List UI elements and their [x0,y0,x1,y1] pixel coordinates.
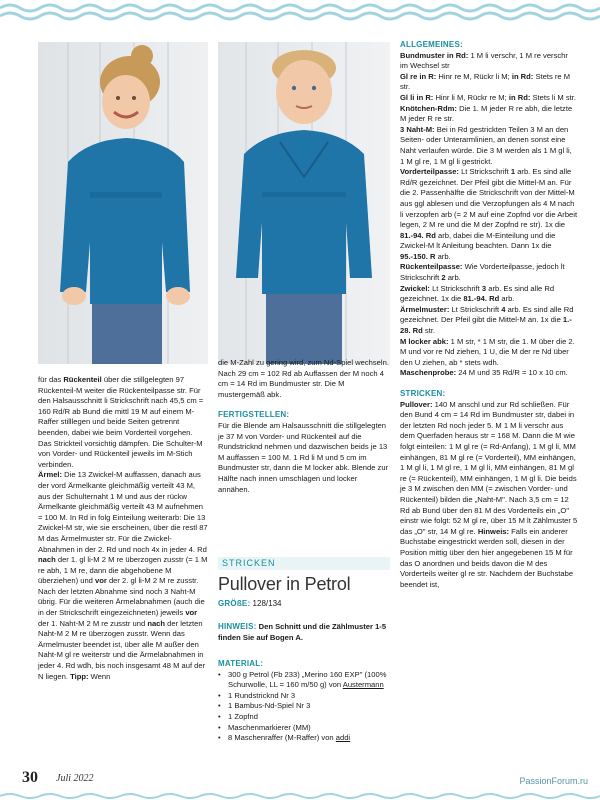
left-column-text [38,375,208,682]
left-para: Ärmel: Die 13 Zwickel-M auffassen, danach aus der vord Ärmelkante gleichmäßig verteilt 43 M, aus der Schulternaht 1 M und aus der rückw Ärmelkante gleichmäßig verteilt 43 M aufnehmen = 100 M. In Rd in folg Einteilung weiterarb: Die 13 Zwickel-M str, wie sie erscheinen, über die restl 87 M das Ärmelmuster str. Für die Zwickel-Abnahmen in der 2. Rd und noch 4x in jeder 4. Rd nach der 1. gl li-M 2 M re überzogen zusstr (= 1 M re abh, 1 M re, dann die abgehobene M überziehen) und vor der 2. gl li-M 2 M re zusstr. Nach der letzten Abnahme sind noch 3 Naht-M übrig. Für die weiteren Ärmelabnahmen (auch die in der Strickschrift eingezeichneten) jeweils vor der 1. Naht-M 2 M re zusstr und nach der letzten Naht-M 2 M re überzogen zusstr. Wenn das Ärmelmuster beendet ist, über alle M außer den Naht-M gl re weiterstr und die Ärmelabnahmen in jeder 4. Rd wdh, bis noch insgesamt 48 M auf der N liegen. Tipp: Wenn [38,470,208,681]
right-para: Zwickel: Lt Strickschrift 3 arb. Es sind alle Rd gezeichnet. 1x die 81.-94. Rd arb. [400,283,555,304]
photo-girl-sweater [38,42,208,364]
left-para: für das Rückenteil über die stillgelegten 97 Rückenteil-M weiter die Rückenteilpasse str. Für den Halsausschnitt li Strickschrift nach 45,5 cm = 160 Rd/R ab Bund die mittl 19 M auf einem M-Raffer stilllegen und beide Seiten getrennt beenden, dabei wie beim Vorderteil vorgehen. [38,375,204,437]
fertigstellen-heading: FERTIGSTELLEN: [218,410,290,420]
material-item: • 1 Zopfnd [226,712,390,723]
right-para: Gl li in R: Hinr li M, Rückr re M; in Rd: Stets li M str. [400,92,576,102]
right-para: Maschenprobe: 24 M und 35 Rd/R = 10 x 10 cm. [400,368,568,378]
section-tag: STRICKEN [218,557,390,570]
right-para: Knötchen-Rdm: Die 1. M jeder R re abh, die letzte M jeder R re str. [400,103,573,124]
right-para: M locker abk: 1 M str, * 1 M str, die 1. M über die 2. M und vor re Nd ziehen, 1 U, die M der re Nd über den U ziehen, ab * stets wdh. [400,336,575,367]
material-item: • 300 g Petrol (Fb 233) „Merino 160 EXP" (100% Schurwolle, LL = 160 m/50 g) von Austermann [226,670,390,691]
hint-text: Den Schnitt und die Zählmuster 1-5 finden Sie auf Bogen A. [218,622,387,642]
stricken-text: Pullover: 140 M anschl und zur Rd schließen. Für den Bund 4 cm = 14 Rd im Bundmuster str, dabei in der letzten Rd noch jeder 5. M 1 M li verschr aus dem Querfaden heraus str = 168 M. Dann die M wie folgt einteilen: 1 M gl re (= Rd-Anfang), 1 M gl li, MM einhängen, 81 M gl re (= Vorderteil), MM einhängen, 1 M gl li, 1 M gl re, 1 M gl li, MM einhängen, 81 M gl re (= Rückenteil), MM einhängen, 1 M gl li. Die beids je 3 M zwischen den MM (= zwischen Vorder- und Rückenteil) bilden die „Naht-M". Nach 3,5 cm = 12 Rd ab Bund über den 81 M des Vorderteils ein „O" einstr wie folgt: 52 M gl re, über 15 M lt Zählmuster 5 das „O" str, 14 M gl re. Hinweis: Falls ein anderer Buchstabe eingestrickt werden soll, diesen in der Position mittig über den hier angegebenen 15 M für das O anordnen und beids davon die M des Vorderteils weiter gl re str. Nachdem der Buchstabe beendet ist, [400,399,578,589]
right-column-text [400,40,578,590]
top-wave-border [0,0,600,22]
right-para: Bundmuster in Rd: 1 M li verschr, 1 M re verschr im Wechsel str [400,50,568,71]
hint-box [218,622,390,643]
material-list [218,670,390,744]
size-label: GRÖßE: [218,599,251,608]
material-item: • 1 Rundstricknd Nr 3 [226,691,390,702]
right-para: Ärmelmuster: Lt Strickschrift 4 arb. Es sind alle Rd gezeichnet. Der Pfeil gibt die Mittel-M an. 1x die 1.- 28. Rd str. [400,304,574,336]
pattern-title: Pullover in Petrol [218,574,351,594]
right-para: Vorderteilpasse: Lt Strickschrift 1 arb. Es sind alle Rd/R gezeichnet. Der Pfeil gibt die Mittel-M an. Für die 2. Passenhälfte die Strickschrift von der Mittel-M aus ggl ablesen und die Verzopfungen als 4 M nach li verzopfen arb (= 2 M auf eine Zopfnd vor die Arbeit legen, 2 M re und die M der Zopfnd re str). 1x die 81.-94. Rd arb, dabei die M-Einteilung und die Zwickel-M lt Anleitung beachten. Dann 1x die 95.-150. R arb. [400,167,578,261]
left-para: Das Strickteil vorsichtig dämpfen. Die Schulter-M von Vorder- und Rückenteil jeweils im M-Stich verbinden. [38,438,203,469]
fertigstellen-text: Für die Blende am Halsausschnitt die stillgelegten je 37 M von Vorder- und Rückenteil auf die Rundstricknd nehmen und dazwischen beids je 13 M auffassen = 100 M. 1 Rd li M und 5 cm im Bundmuster str, dann die M locker abk. Blende zur Hälfte nach innen umschlagen und locker annähen. [218,420,389,494]
size-line [218,599,281,608]
hint-label: HINWEIS: [218,622,257,631]
right-para: 3 Naht-M: Bei in Rd gestrickten Teilen 3 M an den Seiten- oder Unterarmlinien, an denen sonst eine Naht verlaufen würde. Die 3 M werden als 1 M gl li, 1 M gl re, 1 M gl li gestrickt. [400,124,572,166]
watermark: PassionForum.ru [519,776,588,786]
material-item: • 1 Bambus-Nd-Spiel Nr 3 [226,701,390,712]
material-section [218,659,390,744]
right-para: Gl re in R: Hinr re M, Rückr li M; in Rd: Stets re M str. [400,71,571,92]
bottom-wave-border [0,792,600,800]
size-value: 128/134 [252,599,282,608]
middle-column-text [218,358,390,495]
page-number: 30 [22,769,38,786]
allgemeines-heading: ALLGEMEINES: [400,40,463,49]
material-heading: MATERIAL: [218,659,264,668]
material-item: • 8 Maschenraffer (M-Raffer) von addi [226,733,390,744]
issue-date: Juli 2022 [56,773,94,784]
photo-boy-sweater [218,42,390,364]
right-para: Rückenteilpasse: Wie Vorderteilpasse, jedoch lt Strickschrift 2 arb. [400,262,565,283]
material-item: • Maschenmarkierer (MM) [226,723,390,734]
stricken-heading: STRICKEN: [400,389,446,398]
middle-top-para: die M-Zahl zu gering wird, zum Nd-Spiel wechseln. Nach 29 cm = 102 Rd ab Auffassen der M noch 4 cm = 14 Rd im Bundmuster str. Die M mustergemäß abk. [218,358,389,399]
